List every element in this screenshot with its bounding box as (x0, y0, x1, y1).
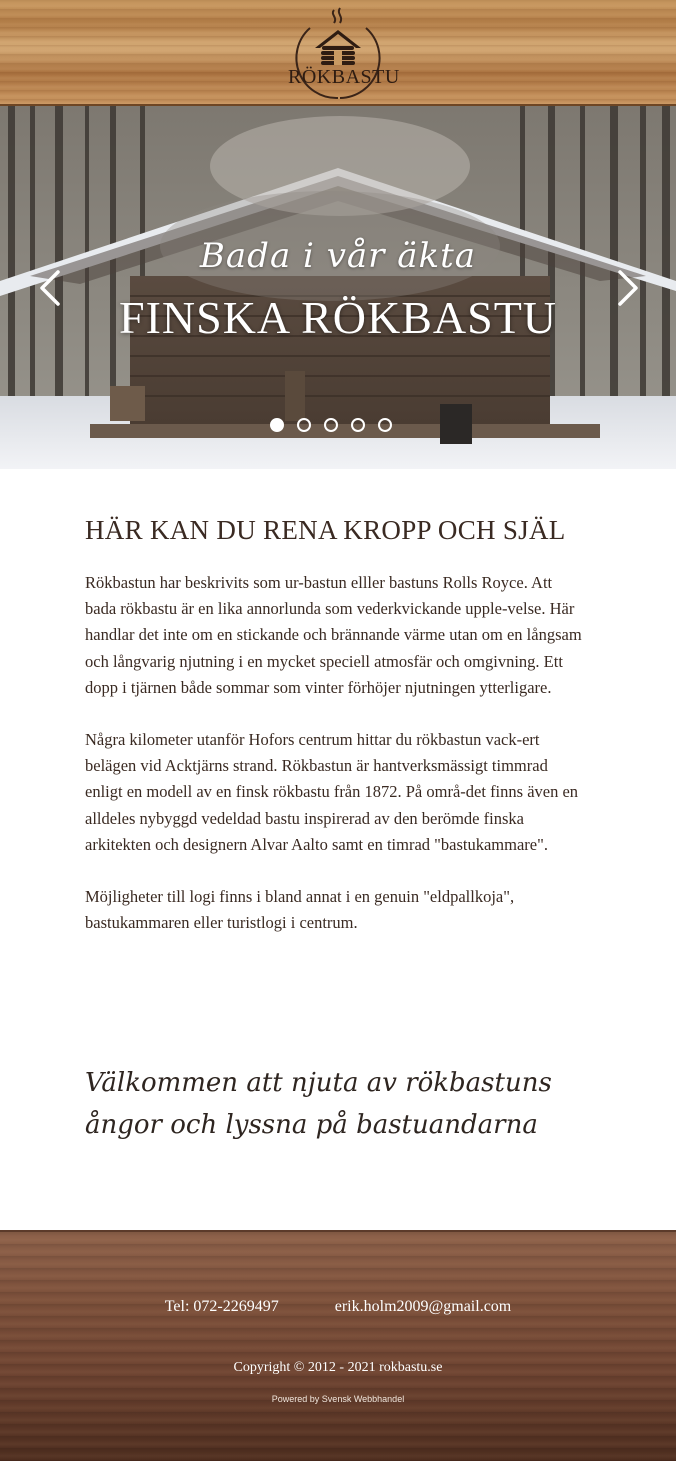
footer-phone[interactable]: Tel: 072-2269497 (164, 1298, 279, 1315)
hero-slider (0, 106, 676, 469)
slider-prev-button[interactable] (36, 268, 66, 308)
section-heading: HÄR KAN DU RENA KROPP OCH SJÄL (85, 515, 566, 545)
site-logo[interactable] (288, 6, 400, 100)
slider-dot-4[interactable] (351, 418, 365, 432)
site-header (0, 0, 676, 106)
footer-contact (0, 1298, 676, 1316)
hero-subtitle: Bada i vår äkta (199, 236, 477, 276)
main-content (85, 512, 585, 962)
footer-email[interactable]: erik.holm2009@gmail.com (334, 1298, 512, 1315)
welcome-line-1: Välkommen att njuta av rökbastuns (85, 1068, 552, 1098)
paragraph-2: Några kilometer utanför Hofors centrum hittar du rökbastun vack-ert belägen vid Acktjärns strand. Rökbastun är hantverksmässigt timmrad enligt en modell av en finsk rökbastu från 1872. På områ-det finns även en alldeles nybyggd vedeldad bastu inspirerad av den berömde finska arkitekten och designern Alvar Aalto samt en timrad "bastukammare". (85, 730, 579, 854)
sauna-photo (0, 106, 676, 469)
footer-copyright: Copyright © 2012 - 2021 rokbastu.se (233, 1360, 443, 1375)
slider-dots (270, 418, 392, 434)
logo-text: RÖKBASTU (288, 66, 400, 88)
slider-dot-3[interactable] (324, 418, 338, 432)
paragraph-3: Möjligheter till logi finns i bland annat i en genuin "eldpallkoja", bastukammaren eller turistlogi i centrum. (85, 887, 515, 933)
welcome-message (85, 1062, 605, 1146)
welcome-line-2: ångor och lyssna på bastuandarna (85, 1110, 538, 1140)
slider-dot-2[interactable] (297, 418, 311, 432)
slider-dot-5[interactable] (378, 418, 392, 432)
paragraph-1: Rökbastun har beskrivits som ur-bastun elller bastuns Rolls Royce. Att bada rökbastu är en lika annorlunda som vederkvickande upple-velse. Här handlar det inte om en stickande och brännande värme utan om en långsam och långvarig njutning i en mycket speciell atmosfär och omgivning. Ett dopp i tjärnen både sommar som vinter förhöjer njutningen ytterligare. (85, 573, 582, 697)
site-footer (0, 1230, 676, 1461)
hero-title: FINSKA RÖKBASTU (118, 292, 558, 343)
chevron-right-icon (612, 268, 642, 308)
footer-powered-by[interactable]: Powered by Svensk Webbhandel (271, 1394, 405, 1404)
chevron-left-icon (36, 268, 66, 308)
slider-next-button[interactable] (612, 268, 642, 308)
slider-dot-1[interactable] (270, 418, 284, 432)
